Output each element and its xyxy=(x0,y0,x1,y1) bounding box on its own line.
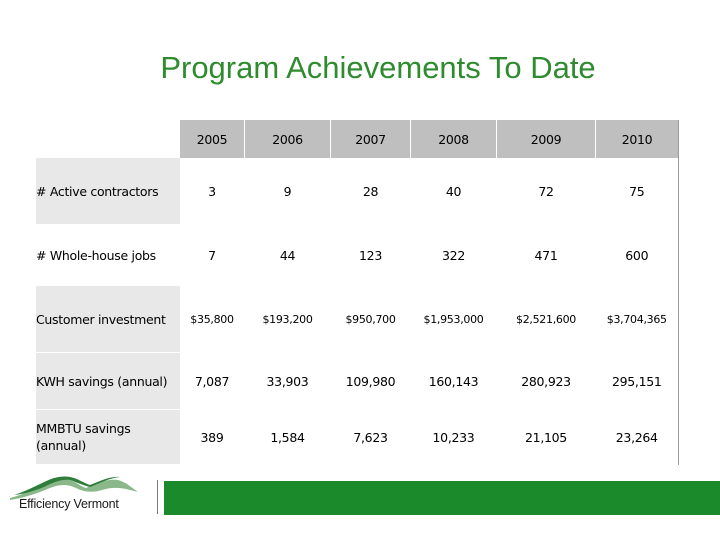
table-cell: $1,953,000 xyxy=(423,312,484,326)
table-cell: 10,233 xyxy=(432,429,475,445)
table-cell: 1,584 xyxy=(270,429,305,445)
footer-divider xyxy=(157,480,158,514)
table-cell: 44 xyxy=(279,247,296,263)
year-header-2005: 2005 xyxy=(180,120,245,158)
row-label-whole-house-jobs: # Whole-house jobs xyxy=(36,225,180,286)
table-cell: 7 xyxy=(208,247,216,263)
table-cell: 33,903 xyxy=(266,373,309,389)
row-label-kwh-savings: KWH savings (annual) xyxy=(36,353,180,410)
table-cell: 7,087 xyxy=(194,373,230,389)
table-cell: $950,700 xyxy=(345,312,396,326)
year-header-row xyxy=(36,120,679,158)
table-cell: 21,105 xyxy=(525,429,567,445)
year-header-2006: 2006 xyxy=(245,120,331,158)
table-cell: 160,143 xyxy=(428,373,479,389)
table-cell: 9 xyxy=(283,183,292,199)
efficiency-vermont-logo xyxy=(6,468,156,520)
achievements-table xyxy=(36,120,679,465)
table-cell: 471 xyxy=(534,247,558,263)
table-cell: 280,923 xyxy=(521,373,571,389)
table-cell: 295,151 xyxy=(596,353,679,410)
table-cell: 3 xyxy=(208,183,216,199)
table-cell: 322 xyxy=(442,247,465,263)
logo-text: Efficiency Vermont xyxy=(19,497,119,511)
slide-title: Program Achievements To Date xyxy=(160,50,596,85)
table-row xyxy=(36,353,679,410)
table-cell: 23,264 xyxy=(596,410,679,465)
mountain-swoosh-icon xyxy=(6,468,156,520)
table-cell: 600 xyxy=(596,225,679,286)
table-cell: 40 xyxy=(445,183,462,199)
year-header-2009: 2009 xyxy=(497,120,596,158)
table-cell: 123 xyxy=(359,247,382,263)
table-cell: $193,200 xyxy=(262,312,313,326)
table-cell: $2,521,600 xyxy=(516,312,576,326)
table-cell: 28 xyxy=(362,183,379,199)
table-cell: 7,623 xyxy=(353,429,388,445)
table-cell: $35,800 xyxy=(190,312,234,326)
row-label-active-contractors: # Active contractors xyxy=(36,158,180,225)
table-row xyxy=(36,286,679,353)
year-header-2007: 2007 xyxy=(331,120,411,158)
row-label-customer-investment: Customer investment xyxy=(36,286,180,353)
year-header-2008: 2008 xyxy=(411,120,497,158)
row-label-mmbtu-savings: MMBTU savings (annual) xyxy=(36,410,180,465)
footer-green-bar xyxy=(164,481,720,515)
table-row xyxy=(36,225,679,286)
table-cell: 75 xyxy=(596,158,679,225)
header-corner-cell xyxy=(36,120,180,158)
table-cell: $3,704,365 xyxy=(596,286,679,353)
table-cell: 72 xyxy=(538,183,554,199)
table-row xyxy=(36,158,679,225)
table-cell: 389 xyxy=(200,429,224,445)
year-header-2010: 2010 xyxy=(596,120,679,158)
table-cell: 109,980 xyxy=(345,373,396,389)
table-row xyxy=(36,410,679,465)
